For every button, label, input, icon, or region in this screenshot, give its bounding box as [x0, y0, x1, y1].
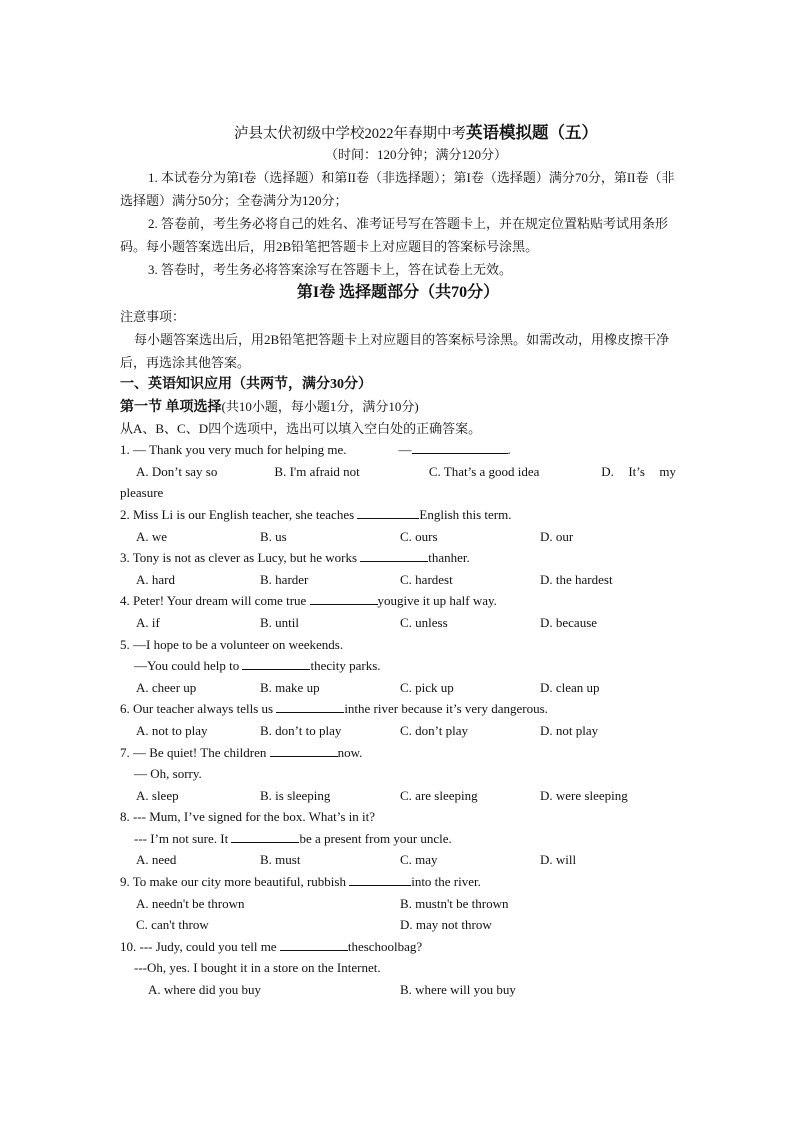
- question-7-reply: — Oh, sorry.: [134, 766, 202, 782]
- question-number: 10.: [120, 938, 137, 954]
- answer-blank: [231, 830, 299, 843]
- attention-text: 每小题答案选出后，用2B铅笔把答题卡上对应题目的答案标号涂黑。如需改动，用橡皮擦干净后，再选涂其他答案。: [120, 332, 670, 370]
- question-4: [120, 590, 676, 612]
- option-d: D.: [601, 463, 614, 479]
- question-5-options: [120, 677, 676, 699]
- option-b: B. is sleeping: [260, 787, 331, 803]
- option-c: C. are sleeping: [400, 787, 478, 803]
- question-text: --- I’m not sure. It: [134, 830, 232, 846]
- part1-title: 第I卷 选择题部分（共70分）: [296, 284, 500, 301]
- question-7: [120, 742, 676, 764]
- question-number: 4.: [120, 593, 130, 609]
- question-number: 5.: [120, 636, 130, 652]
- option-c: C. don’t play: [400, 722, 469, 738]
- option-c: C. hardest: [400, 571, 453, 587]
- option-a: A. if: [136, 614, 160, 630]
- option-c: C. pick up: [400, 679, 454, 695]
- question-2: [120, 504, 676, 526]
- option-a: A. we: [136, 528, 168, 544]
- title-main: 英语模拟题（五）: [466, 123, 598, 142]
- question-text: Tony is not as clever as Lucy, but he works: [132, 550, 361, 566]
- exam-title: [120, 122, 676, 144]
- option-d: D. clean up: [540, 679, 600, 695]
- option-a: A. where did you buy: [148, 982, 262, 998]
- answer-blank: [276, 700, 344, 713]
- question-number: 7.: [120, 744, 130, 760]
- question-text: Peter! Your dream will come true: [133, 593, 310, 609]
- question-2-options: [120, 526, 676, 548]
- question-number: 3.: [120, 550, 130, 566]
- question-text-end: yougive it up half way.: [377, 593, 497, 609]
- question-3-options: [120, 569, 676, 591]
- question-text-end: now.: [337, 744, 363, 760]
- question-text: —You could help to: [134, 658, 243, 674]
- option-b: B. us: [260, 528, 287, 544]
- question-7-options: [120, 785, 676, 807]
- option-d: D. will: [540, 852, 577, 868]
- option-d: D. because: [540, 614, 598, 630]
- attention-label: 注意事项：: [120, 309, 186, 324]
- exam-content: [120, 122, 676, 1001]
- option-b: B. make up: [260, 679, 320, 695]
- option-b: B. harder: [260, 571, 309, 587]
- question-text-end: thecity parks.: [310, 658, 381, 674]
- option-b: B. mustn't be thrown: [400, 895, 509, 911]
- option-b: B. where will you buy: [400, 982, 516, 998]
- option-d: D. may not throw: [400, 917, 492, 933]
- instruction: 从A、B、C、D四个选项中，选出可以填入空白处的正确答案。: [120, 420, 482, 436]
- option-d: D. our: [540, 528, 574, 544]
- question-text-end: theschoolbag?: [347, 938, 423, 954]
- question-text-end: be a present from your uncle.: [299, 830, 452, 846]
- question-text: --- Judy, could you tell me: [139, 938, 280, 954]
- question-text: To make our city more beautiful, rubbish: [132, 874, 350, 890]
- question-1: [120, 439, 676, 461]
- note-2: 2. 答卷前，考生务必将自己的姓名、准考证号写在答题卡上，并在规定位置粘贴考试用条形码。每小题答案选出后，用2B铅笔把答题卡上对应题目的答案标号涂黑。: [120, 216, 669, 254]
- question-number: 8.: [120, 809, 130, 825]
- question-9-options-row-1: [120, 893, 676, 915]
- question-text-end: into the river.: [411, 874, 481, 890]
- question-9-options-row-2: [120, 914, 676, 936]
- answer-blank: [357, 506, 419, 519]
- option-a: A. sleep: [136, 787, 179, 803]
- question-text: --- Mum, I’ve signed for the box. What’s in it?: [133, 809, 376, 825]
- title-prefix: 泸县太伏初级中学校2022年春期中考: [234, 126, 466, 142]
- answer-blank: [349, 873, 411, 886]
- option-b: B. don’t to play: [260, 722, 342, 738]
- option-a: A. Don’t say so: [136, 463, 218, 479]
- answer-blank: [310, 592, 378, 605]
- answer-blank: [270, 744, 338, 757]
- question-3: [120, 547, 676, 569]
- exam-notes: [120, 166, 676, 281]
- question-number: 6.: [120, 701, 130, 717]
- question-10: [120, 936, 676, 958]
- option-a: A. hard: [136, 571, 175, 587]
- option-a: A. not to play: [136, 722, 208, 738]
- question-8-line-2: [120, 828, 676, 850]
- subsection-heading: [120, 396, 676, 418]
- note-1: 1. 本试卷分为第I卷（选择题）和第II卷（非选择题）；第I卷（选择题）满分70分，第II卷（非选择题）满分50分；全卷满分为120分；: [120, 170, 675, 208]
- answer-blank: [242, 657, 310, 670]
- question-text-end: thanher.: [428, 550, 470, 566]
- option-d-wrap: pleasure: [120, 485, 164, 501]
- question-6-options: [120, 720, 676, 742]
- question-text: —I hope to be a volunteer on weekends.: [133, 636, 344, 652]
- note-3: 3. 答卷时，考生务必将答案涂写在答题卡上，答在试卷上无效。: [148, 262, 513, 277]
- question-number: 1.: [120, 442, 130, 458]
- option-d-word-1: It’s: [628, 463, 645, 479]
- option-d: D. not play: [540, 722, 599, 738]
- option-d: D. were sleeping: [540, 787, 628, 803]
- subsection-title: 第一节 单项选择: [120, 400, 222, 415]
- question-8-options: [120, 849, 676, 871]
- answer-blank: [360, 549, 428, 562]
- question-text: Our teacher always tells us: [133, 701, 277, 717]
- time-info: （时间：120分钟；满分120分）: [324, 147, 507, 162]
- question-text-end: English this term.: [419, 506, 512, 522]
- question-5: [120, 634, 676, 656]
- option-c: C. ours: [400, 528, 438, 544]
- period: .: [507, 442, 511, 458]
- option-a: A. cheer up: [136, 679, 197, 695]
- option-c: C. That’s a good idea: [428, 463, 540, 479]
- option-a: A. needn't be thrown: [136, 895, 245, 911]
- question-10-options: [120, 979, 676, 1001]
- question-number: 9.: [120, 874, 130, 890]
- option-c: C. unless: [400, 614, 448, 630]
- option-b: B. must: [260, 852, 301, 868]
- question-text-end: inthe river because it’s very dangerous.: [344, 701, 548, 717]
- question-5-line-2: [120, 655, 676, 677]
- dash: —: [398, 442, 412, 458]
- option-c: C. may: [400, 852, 438, 868]
- question-4-options: [120, 612, 676, 634]
- subsection-note: (共10小题，每小题1分，满分10分): [221, 399, 419, 414]
- question-6: [120, 698, 676, 720]
- answer-blank: [412, 441, 508, 454]
- option-b: B. I'm afraid not: [274, 463, 360, 479]
- section-title: 一、英语知识应用（共两节，满分30分）: [120, 377, 372, 392]
- question-8: [120, 806, 676, 828]
- question-text: Miss Li is our English teacher, she teaches: [133, 506, 358, 522]
- question-text: — Thank you very much for helping me.: [133, 442, 347, 458]
- question-9: [120, 871, 676, 893]
- question-text: — Be quiet! The children: [133, 744, 270, 760]
- option-b: B. until: [260, 614, 300, 630]
- answer-blank: [280, 938, 348, 951]
- option-c: C. can't throw: [136, 917, 209, 933]
- question-10-reply: ---Oh, yes. I bought it in a store on the Internet.: [134, 960, 381, 976]
- question-number: 2.: [120, 506, 130, 522]
- question-1-options: [120, 461, 676, 483]
- option-a: A. need: [136, 852, 177, 868]
- option-d: D. the hardest: [540, 571, 613, 587]
- option-d-word-2: my: [659, 463, 676, 479]
